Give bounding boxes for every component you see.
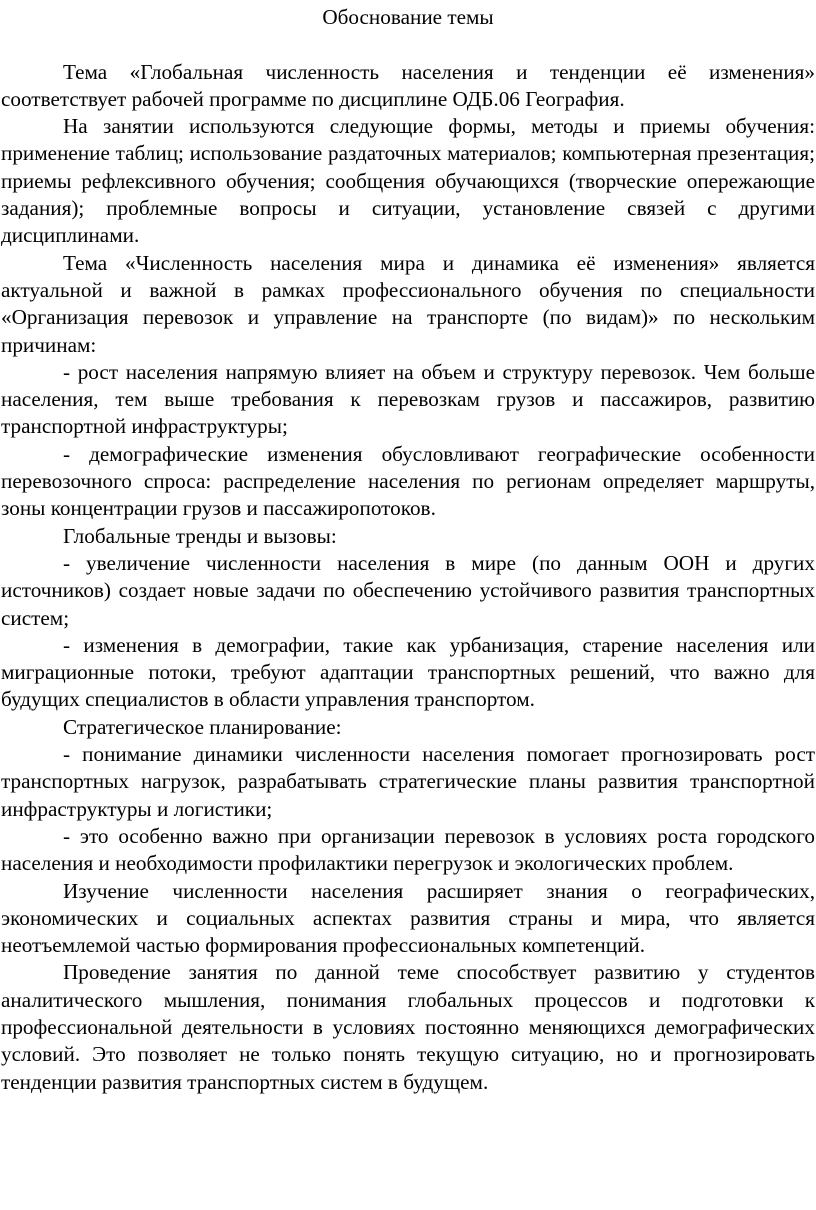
section-heading-global-trends: Глобальные тренды и вызовы: — [63, 523, 337, 548]
section-heading-strategic-planning: Стратегическое планирование: — [63, 714, 342, 739]
paragraph-topic-program: Тема «Глобальная численность населения и тенденции её изменения» соответствует рабочей программе по дисциплине ОДБ.06 География. — [1, 59, 815, 111]
list-item-demographic-changes: - демографические изменения обусловливают географические особенности перевозочного спроса: распределение населения по регионам определяет маршруты, зоны концентрации грузов и пассажиропотоков. — [1, 441, 815, 521]
list-item-population-increase: - увеличение численности населения в мире (по данным ООН и других источников) создает новые задачи по обеспечению устойчивого развития транспортных систем; — [1, 550, 815, 630]
list-item-forecasting: - понимание динамики численности населения помогает прогнозировать рост транспортных нагрузок, разрабатывать стратегические планы развития транспортной инфраструктуры и логистики; — [1, 742, 815, 821]
list-item-demography-shifts: - изменения в демографии, такие как урбанизация, старение населения или миграционные потоки, требуют адаптации транспортных решений, что важно для будущих специалистов в области управления транспортом. — [1, 632, 815, 712]
list-item-urban-growth: - это особенно важно при организации перевозок в условиях роста городского населения и необходимости профилактики перегрузок и экологических проблем. — [1, 823, 815, 876]
paragraph-knowledge: Изучение численности населения расширяет знания о географических, экономических и социальных аспектах развития страны и мира, что является неотъемлемой частью формирования профессиональных компетенций. — [1, 878, 815, 958]
paragraph-conclusion: Проведение занятия по данной теме способствует развитию у студентов аналитического мышления, понимания глобальных процессов и подготовки к профессиональной деятельности в условиях постоянно меняющихся демографических условий. Это позволяет не только понять текущую ситуацию, но и прогнозировать тенденции развития транспортных систем в будущем. — [1, 960, 815, 1094]
paragraph-methods: На занятии используются следующие формы, методы и приемы обучения: применение таблиц; использование раздаточных материалов; компьютерная презентация; приемы рефлексивного обучения; сообщения обучающихся (творческие опережающие задания); проблемные вопросы и ситуации, установление связей с другими дисциплинами. — [1, 114, 815, 248]
paragraph-relevance: Тема «Численность населения мира и динамика её изменения» является актуальной и важной в рамках профессионального обучения по специальности «Организация перевозок и управление на транспорте (по видам)» по нескольким причинам: — [1, 250, 815, 357]
list-item-population-growth: - рост населения напрямую влияет на объем и структуру перевозок. Чем больше населения, тем выше требования к перевозкам грузов и пассажиров, развитию транспортной инфраструктуры; — [1, 359, 815, 439]
document-title: Обоснование темы — [322, 5, 494, 29]
